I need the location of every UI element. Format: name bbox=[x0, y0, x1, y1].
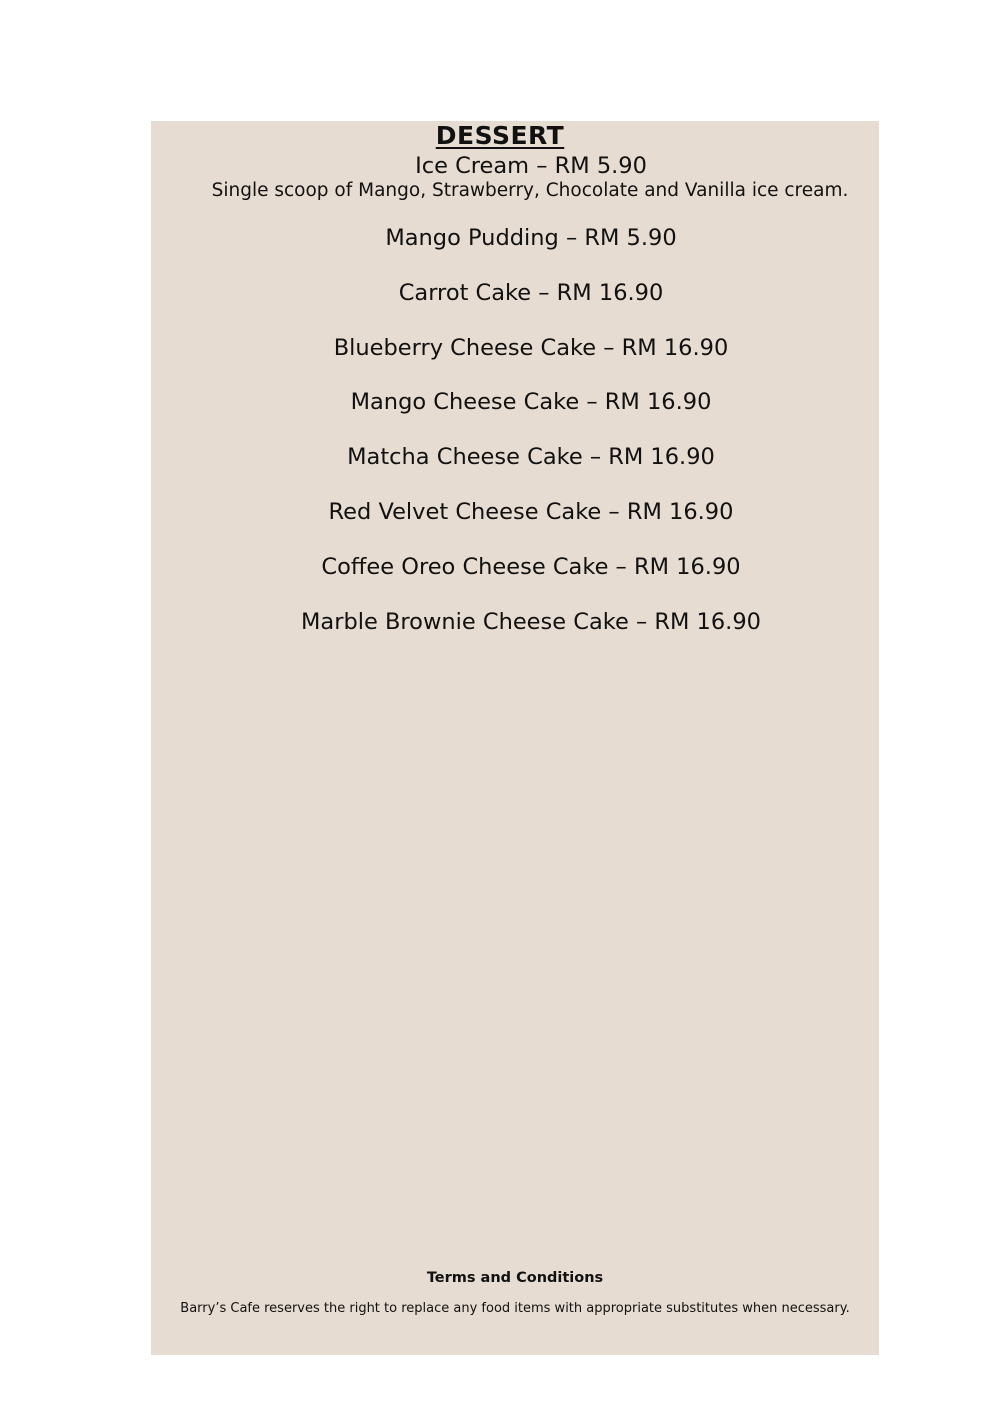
menu-item-red-velvet-cheese-cake: Red Velvet Cheese Cake – RM 16.90 bbox=[328, 499, 734, 525]
menu-item-ice-cream: Ice Cream – RM 5.90 bbox=[415, 153, 647, 179]
menu-item-marble-brownie-cheese-cake: Marble Brownie Cheese Cake – RM 16.90 bbox=[301, 609, 761, 635]
terms-text: Barry’s Cafe reserves the right to replace any food items with appropriate substitutes when necessary. bbox=[180, 1301, 850, 1316]
menu-item-mango-cheese-cake: Mango Cheese Cake – RM 16.90 bbox=[350, 389, 712, 415]
menu-item-matcha-cheese-cake: Matcha Cheese Cake – RM 16.90 bbox=[347, 444, 715, 470]
menu-panel bbox=[151, 121, 879, 1355]
menu-item-blueberry-cheese-cake: Blueberry Cheese Cake – RM 16.90 bbox=[333, 335, 729, 361]
menu-item-carrot-cake: Carrot Cake – RM 16.90 bbox=[398, 280, 664, 306]
menu-item-mango-pudding: Mango Pudding – RM 5.90 bbox=[385, 225, 677, 251]
terms-heading: Terms and Conditions bbox=[426, 1270, 604, 1286]
menu-item-ice-cream-description: Single scoop of Mango, Strawberry, Chocolate and Vanilla ice cream. bbox=[211, 180, 849, 201]
menu-title bbox=[151, 121, 879, 150]
menu-title-text: DESSERT bbox=[435, 121, 565, 150]
menu-item-coffee-oreo-cheese-cake: Coffee Oreo Cheese Cake – RM 16.90 bbox=[321, 554, 741, 580]
